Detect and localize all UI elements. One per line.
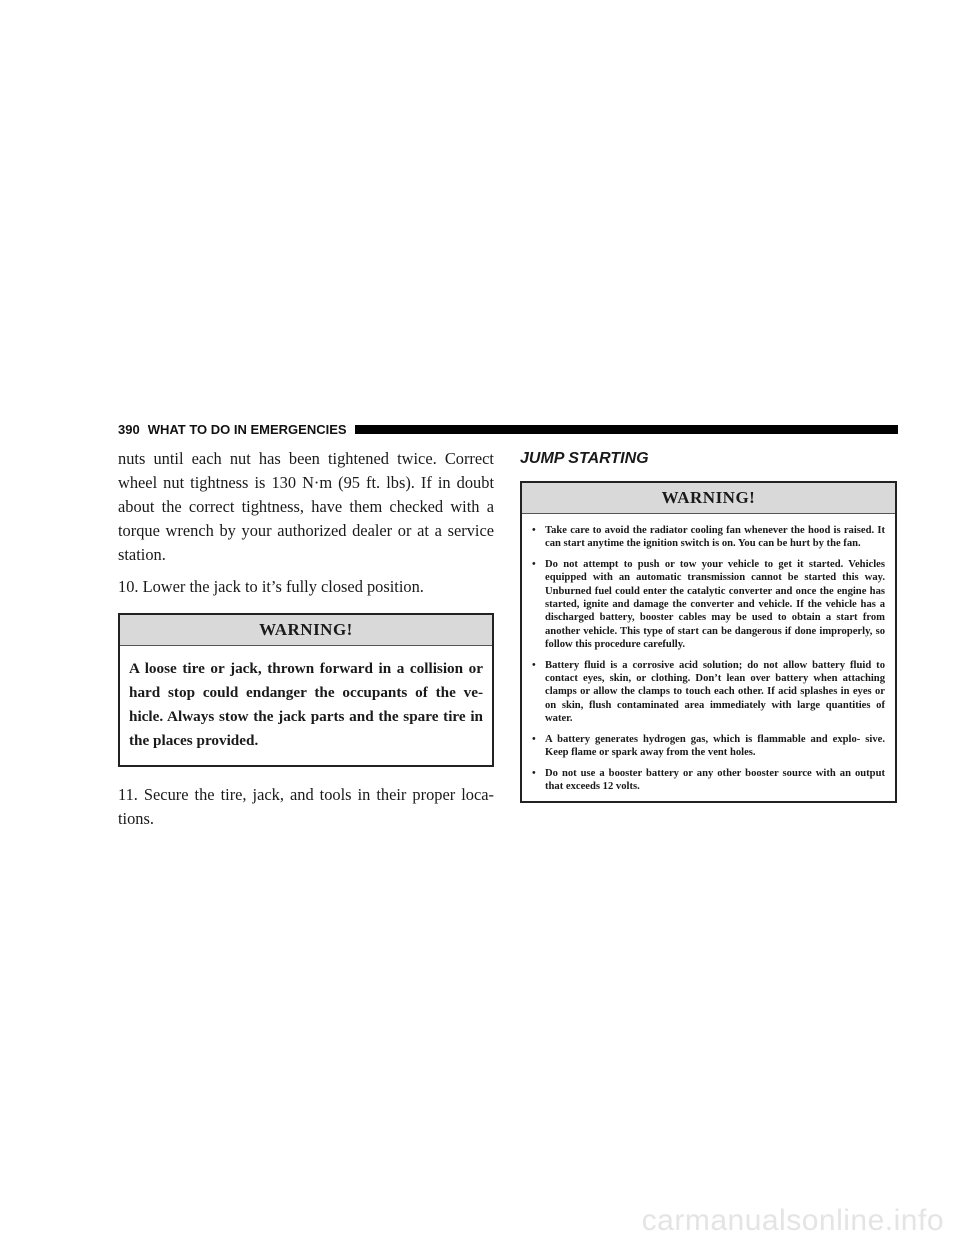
section-header: WHAT TO DO IN EMERGENCIES xyxy=(147,421,347,437)
bullet-icon: • xyxy=(532,558,536,570)
section-title-jump-starting: JUMP STARTING xyxy=(520,450,649,467)
bullet-icon: • xyxy=(532,767,536,779)
bullet-icon: • xyxy=(532,525,536,536)
warning-item-text: A battery generates hydrogen gas, which is flammable and explo- sive. Keep flame or spark away from the vent holes. xyxy=(545,733,885,759)
right-column xyxy=(520,447,897,803)
paragraph-wheel-nut-tightness: nuts until each nut has been tightened twice. Correct wheel nut tightness is 130 N·m (95 ft. lbs). If in doubt about the correct tightness, have them checked with a torque wrench by your authorized dealer or at a service station. xyxy=(118,449,494,564)
warning-item xyxy=(532,659,885,726)
step-10: 10. Lower the jack to it’s fully closed position. xyxy=(118,577,424,596)
warning-title: WARNING! xyxy=(522,483,895,514)
watermark: carmanualsonline.info xyxy=(641,1204,944,1237)
bullet-icon: • xyxy=(532,659,536,671)
left-column xyxy=(118,447,494,831)
warning-item-text: Do not attempt to push or tow your vehicle to get it started. Vehicles equipped with an automatic transmission cannot be started this way. Unburned fuel could enter the catalytic converter and once the engine has started, ignite and damage the converter and vehicle. If the vehicle has a discharged battery, booster cables may be used to obtain a start from another vehicle. This type of start can be dangerous if done improperly, so follow this procedure carefully. xyxy=(545,558,885,651)
warning-box-spare-tire xyxy=(118,613,494,767)
warning-item xyxy=(532,733,885,760)
warning-item xyxy=(532,524,885,551)
page-header xyxy=(118,421,898,437)
step-11: 11. Secure the tire, jack, and tools in their proper loca- tions. xyxy=(118,785,494,828)
warning-list xyxy=(522,514,895,801)
header-rule xyxy=(355,425,898,434)
warning-item-text: Take care to avoid the radiator cooling fan whenever the hood is raised. It can start anytime the ignition switch is on. You can be hurt by the fan. xyxy=(545,525,885,550)
bullet-icon: • xyxy=(532,733,536,745)
warning-text: A loose tire or jack, thrown forward in a collision or hard stop could endanger the occupants of the ve- hicle. Always stow the jack parts and the spare tire in the places provided. xyxy=(129,660,483,749)
page-number: 390 xyxy=(118,421,140,437)
warning-item-text: Battery fluid is a corrosive acid solution; do not allow battery fluid to contact eyes, skin, or clothing. Don’t lean over battery when attaching clamps or allow the clamps to touch each other. If acid splashes in eyes or on skin, flush contaminated area immediately with large quantities of water. xyxy=(545,659,885,725)
warning-item xyxy=(532,558,885,652)
warning-title: WARNING! xyxy=(120,615,492,646)
warning-item xyxy=(532,767,885,794)
warning-item-text: Do not use a booster battery or any other booster source with an output that exceeds 12 volts. xyxy=(545,767,885,792)
warning-box-jump-starting xyxy=(520,481,897,803)
